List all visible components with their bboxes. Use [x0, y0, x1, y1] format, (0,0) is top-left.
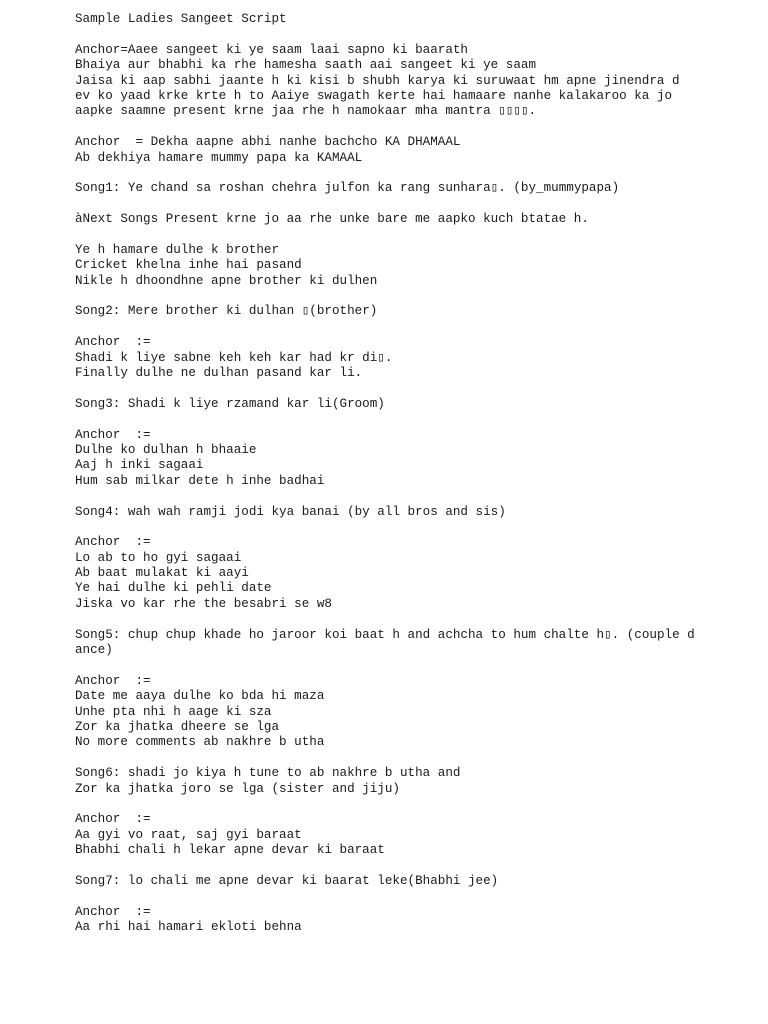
script-line: Anchor :=: [75, 904, 151, 919]
blank-line: [75, 612, 705, 627]
blank-line: [75, 658, 705, 673]
blank-line: [75, 520, 705, 535]
script-block: [75, 535, 705, 612]
script-block: [75, 212, 705, 227]
script-line: Song3: Shadi k liye rzamand kar li(Groom): [75, 396, 385, 411]
script-line: ev ko yaad krke krte h to Aaiye swagath kerte hai hamaare nanhe kalakaroo ka jo: [75, 88, 673, 103]
blank-line: [75, 751, 705, 766]
script-line: No more comments ab nakhre b utha: [75, 735, 325, 750]
blank-line: [75, 120, 705, 135]
script-block: [75, 874, 705, 889]
script-line: Anchor :=: [75, 427, 151, 442]
blank-line: [75, 858, 705, 873]
script-line: Anchor :=: [75, 673, 151, 688]
blank-line: [75, 381, 705, 396]
script-line: Aaj h inki sagaai: [75, 458, 204, 473]
script-line: Song1: Ye chand sa roshan chehra julfon ka rang sunhara▯. (by_mummypapa): [75, 181, 620, 196]
script-line: Shadi k liye sabne keh keh kar had kr di▯.: [75, 350, 393, 365]
script-block: [75, 674, 705, 751]
script-block: [75, 905, 705, 936]
script-block: [75, 243, 705, 289]
script-line: Aa rhi hai hamari ekloti behna: [75, 920, 302, 935]
script-line: Zor ka jhatka joro se lga (sister and jiju): [75, 781, 400, 796]
script-block: [75, 397, 705, 412]
script-line: Jaisa ki aap sabhi jaante h ki kisi b shubh karya ki suruwaat hm apne jinendra d: [75, 73, 680, 88]
script-block: [75, 428, 705, 490]
blank-line: [75, 227, 705, 242]
script-line: Cricket khelna inhe hai pasand: [75, 258, 302, 273]
script-line: Nikle h dhoondhne apne brother ki dulhen: [75, 273, 378, 288]
script-block: [75, 181, 705, 196]
script-line: Song6: shadi jo kiya h tune to ab nakhre b utha and: [75, 766, 461, 781]
script-line: Anchor :=: [75, 535, 151, 550]
blank-line: [75, 197, 705, 212]
script-line: Ye h hamare dulhe k brother: [75, 242, 280, 257]
blank-line: [75, 27, 705, 42]
script-body: [75, 43, 705, 936]
script-block: [75, 135, 705, 166]
blank-line: [75, 889, 705, 904]
document-page: [75, 12, 705, 935]
script-block: [75, 628, 705, 659]
blank-line: [75, 320, 705, 335]
script-line: Aa gyi vo raat, saj gyi baraat: [75, 827, 302, 842]
script-line: Dulhe ko dulhan h bhaaie: [75, 442, 257, 457]
script-block: [75, 812, 705, 858]
script-block: [75, 505, 705, 520]
script-line: Date me aaya dulhe ko bda hi maza: [75, 689, 325, 704]
document-title: Sample Ladies Sangeet Script: [75, 12, 287, 26]
script-line: Anchor = Dekha aapne abhi nanhe bachcho KA DHAMAAL: [75, 135, 461, 150]
script-line: àNext Songs Present krne jo aa rhe unke bare me aapko kuch btatae h.: [75, 212, 589, 227]
script-block: [75, 304, 705, 319]
blank-line: [75, 797, 705, 812]
script-line: Anchor=Aaee sangeet ki ye saam laai sapno ki baarath: [75, 42, 468, 57]
script-line: Ab dekhiya hamare mummy papa ka KAMAAL: [75, 150, 363, 165]
script-line: Bhabhi chali h lekar apne devar ki baraat: [75, 843, 385, 858]
script-line: Hum sab milkar dete h inhe badhai: [75, 473, 325, 488]
script-line: Lo ab to ho gyi sagaai: [75, 550, 242, 565]
blank-line: [75, 166, 705, 181]
script-line: Song2: Mere brother ki dulhan ▯(brother): [75, 304, 378, 319]
script-line: Song7: lo chali me apne devar ki baarat leke(Bhabhi jee): [75, 873, 499, 888]
script-line: Finally dulhe ne dulhan pasand kar li.: [75, 365, 363, 380]
script-line: Unhe pta nhi h aage ki sza: [75, 704, 272, 719]
script-line: ance): [75, 643, 113, 658]
script-line: Song5: chup chup khade ho jaroor koi baat h and achcha to hum chalte h▯. (couple d: [75, 627, 695, 642]
script-block: [75, 335, 705, 381]
script-line: aapke saamne present krne jaa rhe h namokaar mha mantra ▯▯▯▯.: [75, 104, 537, 119]
script-line: Bhaiya aur bhabhi ka rhe hamesha saath aai sangeet ki ye saam: [75, 58, 537, 73]
script-line: Song4: wah wah ramji jodi kya banai (by all bros and sis): [75, 504, 506, 519]
script-line: Ab baat mulakat ki aayi: [75, 566, 249, 581]
script-line: Ye hai dulhe ki pehli date: [75, 581, 272, 596]
script-block: [75, 43, 705, 120]
script-line: Zor ka jhatka dheere se lga: [75, 719, 280, 734]
blank-line: [75, 412, 705, 427]
script-line: Anchor :=: [75, 335, 151, 350]
blank-line: [75, 489, 705, 504]
script-block: [75, 766, 705, 797]
script-line: Anchor :=: [75, 812, 151, 827]
script-line: Jiska vo kar rhe the besabri se w8: [75, 596, 332, 611]
blank-line: [75, 289, 705, 304]
